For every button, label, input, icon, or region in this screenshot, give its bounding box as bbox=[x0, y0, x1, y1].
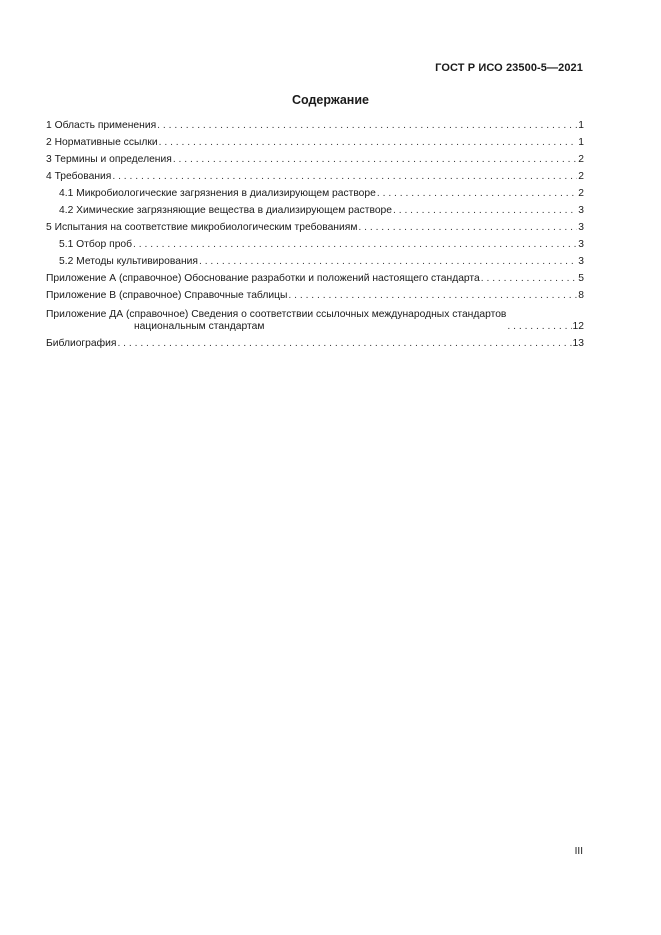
toc-entry-label: 5 Испытания на соответствие микробиологическим требованиям bbox=[46, 222, 358, 233]
toc-entry-annex-b[interactable] bbox=[46, 285, 584, 302]
dot-leader bbox=[133, 239, 577, 251]
toc-entry-page: 8 bbox=[578, 290, 584, 301]
toc-entry-label: 4 Требования bbox=[46, 171, 112, 182]
dot-leader bbox=[199, 256, 577, 268]
toc-entry-page: 2 bbox=[578, 171, 584, 182]
toc-entry-label-line-1: Приложение ДА (справочное) Сведения о соответствии ссылочных международных стандартов bbox=[46, 309, 507, 320]
toc-entry-page: 5 bbox=[578, 273, 584, 284]
toc-entry-page: 2 bbox=[578, 154, 584, 165]
toc-entry-label: Приложение А (справочное) Обоснование разработки и положений настоящего стандарта bbox=[46, 273, 480, 284]
toc-entry-page: 1 bbox=[578, 137, 584, 148]
dot-leader bbox=[117, 338, 571, 350]
toc-title: Содержание bbox=[291, 93, 369, 107]
document-code: ГОСТ Р ИСО 23500-5—2021 bbox=[435, 62, 583, 74]
toc-entry-page: 3 bbox=[578, 205, 584, 216]
toc-entry-4[interactable] bbox=[46, 166, 584, 183]
dot-leader bbox=[159, 137, 578, 149]
toc-entry-5-2[interactable] bbox=[46, 251, 584, 268]
dot-leader bbox=[173, 154, 577, 166]
toc-entry-4-1[interactable] bbox=[46, 183, 584, 200]
dot-leader bbox=[157, 120, 577, 132]
table-of-contents bbox=[46, 115, 584, 350]
toc-entry-page: 3 bbox=[578, 239, 584, 250]
toc-entry-page: 3 bbox=[578, 256, 584, 267]
toc-entry-page: 2 bbox=[578, 188, 584, 199]
dot-leader bbox=[393, 205, 577, 217]
dot-leader bbox=[507, 321, 571, 333]
toc-entry-annex-da[interactable] bbox=[46, 302, 584, 333]
toc-entry-label: 2 Нормативные ссылки bbox=[46, 137, 158, 148]
page-number: III bbox=[574, 846, 583, 857]
toc-entry-label: Приложение В (справочное) Справочные таблицы bbox=[46, 290, 288, 301]
toc-entry-label: 3 Термины и определения bbox=[46, 154, 172, 165]
toc-entry-label: 5.2 Методы культивирования bbox=[59, 256, 198, 267]
toc-entry-label: 4.1 Микробиологические загрязнения в диализирующем растворе bbox=[59, 188, 376, 199]
dot-leader bbox=[481, 273, 578, 285]
dot-leader bbox=[112, 171, 577, 183]
toc-entry-4-2[interactable] bbox=[46, 200, 584, 217]
toc-entry-page: 12 bbox=[572, 321, 584, 332]
toc-entry-annex-a[interactable] bbox=[46, 268, 584, 285]
toc-entry-5[interactable] bbox=[46, 217, 584, 234]
toc-entry-label-line-2: национальным стандартам bbox=[134, 321, 265, 332]
toc-entry-label bbox=[46, 309, 506, 333]
toc-entry-label: 1 Область применения bbox=[46, 120, 157, 131]
toc-entry-bibliography[interactable] bbox=[46, 333, 584, 350]
toc-entry-2[interactable] bbox=[46, 132, 584, 149]
toc-entry-label: Библиография bbox=[46, 338, 117, 349]
toc-entry-3[interactable] bbox=[46, 149, 584, 166]
toc-entry-page: 13 bbox=[572, 338, 584, 349]
toc-entry-page: 1 bbox=[578, 120, 584, 131]
toc-entry-1[interactable] bbox=[46, 115, 584, 132]
dot-leader bbox=[288, 290, 577, 302]
toc-entry-label: 4.2 Химические загрязняющие вещества в диализирующем растворе bbox=[59, 205, 392, 216]
toc-entry-label: 5.1 Отбор проб bbox=[59, 239, 133, 250]
toc-entry-page: 3 bbox=[578, 222, 584, 233]
dot-leader bbox=[377, 188, 577, 200]
dot-leader bbox=[358, 222, 577, 234]
toc-entry-5-1[interactable] bbox=[46, 234, 584, 251]
